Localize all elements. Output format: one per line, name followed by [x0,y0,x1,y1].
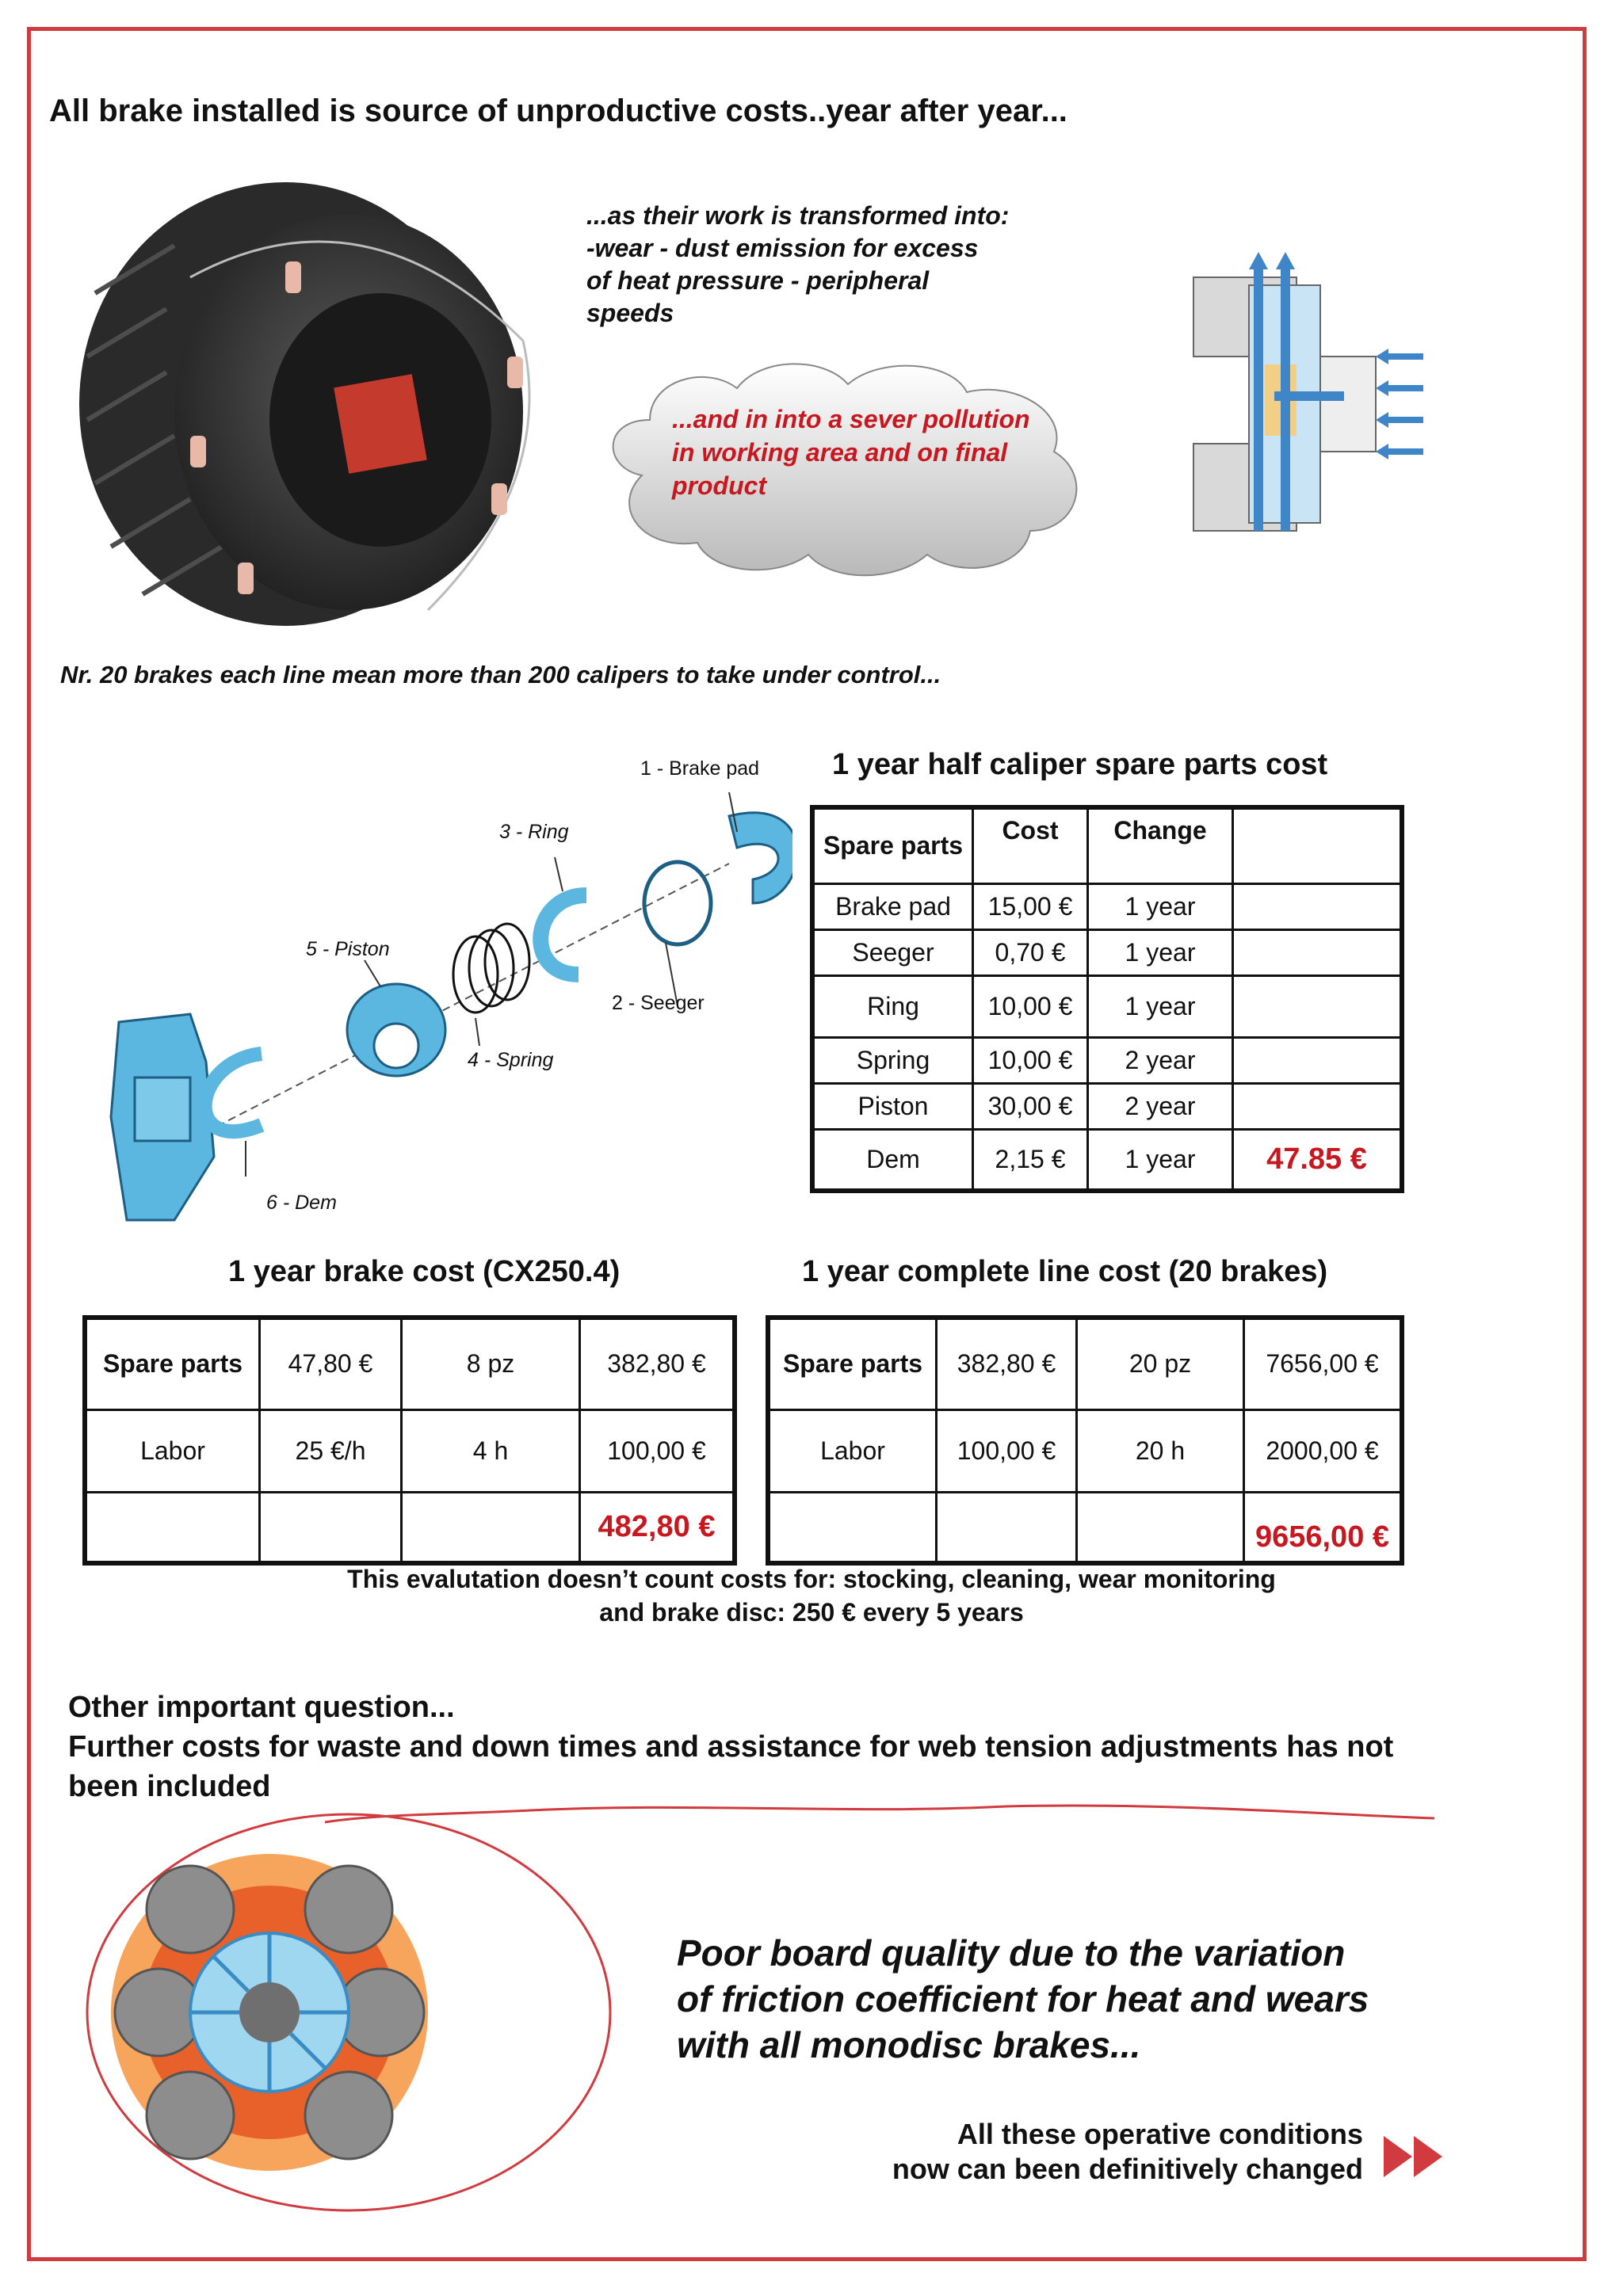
cell-empty [1233,975,1403,1037]
cell-amount: 100,00 € [580,1409,735,1492]
cell-qty: 20 h [1077,1409,1244,1492]
table-row [768,1492,1402,1563]
table-row [85,1318,735,1409]
brakes-note: Nr. 20 brakes each line mean more than 200 calipers to take under control... [60,661,941,688]
intro-text: ...as their work is transformed into: -wear - dust emission for excess of heat pressure - peripheral speeds [586,201,1010,327]
cell-part: Brake pad [812,883,973,929]
cell-unit: 100,00 € [937,1409,1077,1492]
cell-empty [260,1492,402,1563]
table-row [812,975,1402,1037]
cell-part: Piston [812,1083,973,1129]
cell-qty: 20 pz [1077,1318,1244,1409]
spare-total: 47.85 € [1233,1129,1403,1191]
cell-change: 1 year [1088,883,1233,929]
header-change: Change [1088,807,1233,883]
cell-empty [937,1492,1077,1563]
cell-empty [1233,1083,1403,1129]
brake-cost-title: 1 year brake cost (CX250.4) [228,1255,621,1288]
cell-cost: 10,00 € [973,975,1088,1037]
label-spring: 4 - Spring [468,1049,554,1071]
table-header-row [812,807,1402,883]
cell-change: 1 year [1088,1129,1233,1191]
cell-label: Spare parts [768,1318,937,1409]
header-cost: Cost [973,807,1088,883]
double-arrow-icon[interactable] [1381,2133,1447,2180]
cell-amount: 7656,00 € [1244,1318,1403,1409]
table-row [812,929,1402,975]
table-row [85,1492,735,1563]
spare-table-title: 1 year half caliper spare parts cost [832,748,1328,781]
label-brake-pad: 1 - Brake pad [640,757,760,780]
cell-cost: 30,00 € [973,1083,1088,1129]
cell-part: Spring [812,1037,973,1083]
cell-cost: 15,00 € [973,883,1088,929]
cell-part: Dem [812,1129,973,1191]
table-row [85,1409,735,1492]
table-row [768,1318,1402,1409]
cell-cost: 2,15 € [973,1129,1088,1191]
label-piston: 5 - Piston [306,938,390,960]
table-row [768,1409,1402,1492]
airflow-diagram [1186,246,1439,563]
table-row [812,1083,1402,1129]
cell-empty [402,1492,580,1563]
table-row [812,883,1402,929]
brake-photo [48,151,571,642]
cell-unit: 382,80 € [937,1318,1077,1409]
brake-cost-table [82,1315,737,1566]
cell-empty [85,1492,260,1563]
line-cost-table [766,1315,1404,1566]
line-cost-total: 9656,00 € [1244,1492,1403,1563]
label-seeger: 2 - Seeger [612,992,705,1014]
label-dem: 6 - Dem [266,1192,337,1214]
cell-label: Labor [768,1409,937,1492]
cloud-text: ...and in into a sever pollution in working area and on final product [672,405,1030,500]
question-text: Other important question... Further costs for waste and down times and assistance for web tension adjustments has not been included [68,1691,1394,1803]
cell-empty [1233,1037,1403,1083]
cell-empty [768,1492,937,1563]
spare-parts-table [810,805,1404,1193]
footer-text: All these operative conditions now can been definitively changed [892,2118,1363,2185]
header-total [1233,807,1403,883]
cell-part: Ring [812,975,973,1037]
table-row [812,1129,1402,1191]
evaluation-note: This evalutation doesn’t count costs for: stocking, cleaning, wear monitoring and brake disc: 250 € every 5 years [347,1565,1276,1627]
cell-empty [1233,883,1403,929]
cell-change: 1 year [1088,929,1233,975]
cell-empty [1233,929,1403,975]
cell-amount: 382,80 € [580,1318,735,1409]
label-ring: 3 - Ring [499,821,569,843]
cell-qty: 4 h [402,1409,580,1492]
line-cost-title: 1 year complete line cost (20 brakes) [802,1255,1328,1288]
cell-label: Spare parts [85,1318,260,1409]
header-spare-parts: Spare parts [812,807,973,883]
cell-change: 1 year [1088,975,1233,1037]
cell-cost: 10,00 € [973,1037,1088,1083]
cell-cost: 0,70 € [973,929,1088,975]
brake-cost-total: 482,80 € [580,1492,735,1563]
cell-amount: 2000,00 € [1244,1409,1403,1492]
cell-unit: 47,80 € [260,1318,402,1409]
headline: All brake installed is source of unproductive costs..year after year... [49,93,1067,128]
cell-unit: 25 €/h [260,1409,402,1492]
cell-change: 2 year [1088,1037,1233,1083]
cell-empty [1077,1492,1244,1563]
caliper-exploded-diagram [79,745,792,1236]
cell-part: Seeger [812,929,973,975]
cell-qty: 8 pz [402,1318,580,1409]
cell-change: 2 year [1088,1083,1233,1129]
cell-label: Labor [85,1409,260,1492]
table-row [812,1037,1402,1083]
quality-text: Poor board quality due to the variation of friction coefficient for heat and wears with all monodisc brakes... [677,1932,1369,2065]
